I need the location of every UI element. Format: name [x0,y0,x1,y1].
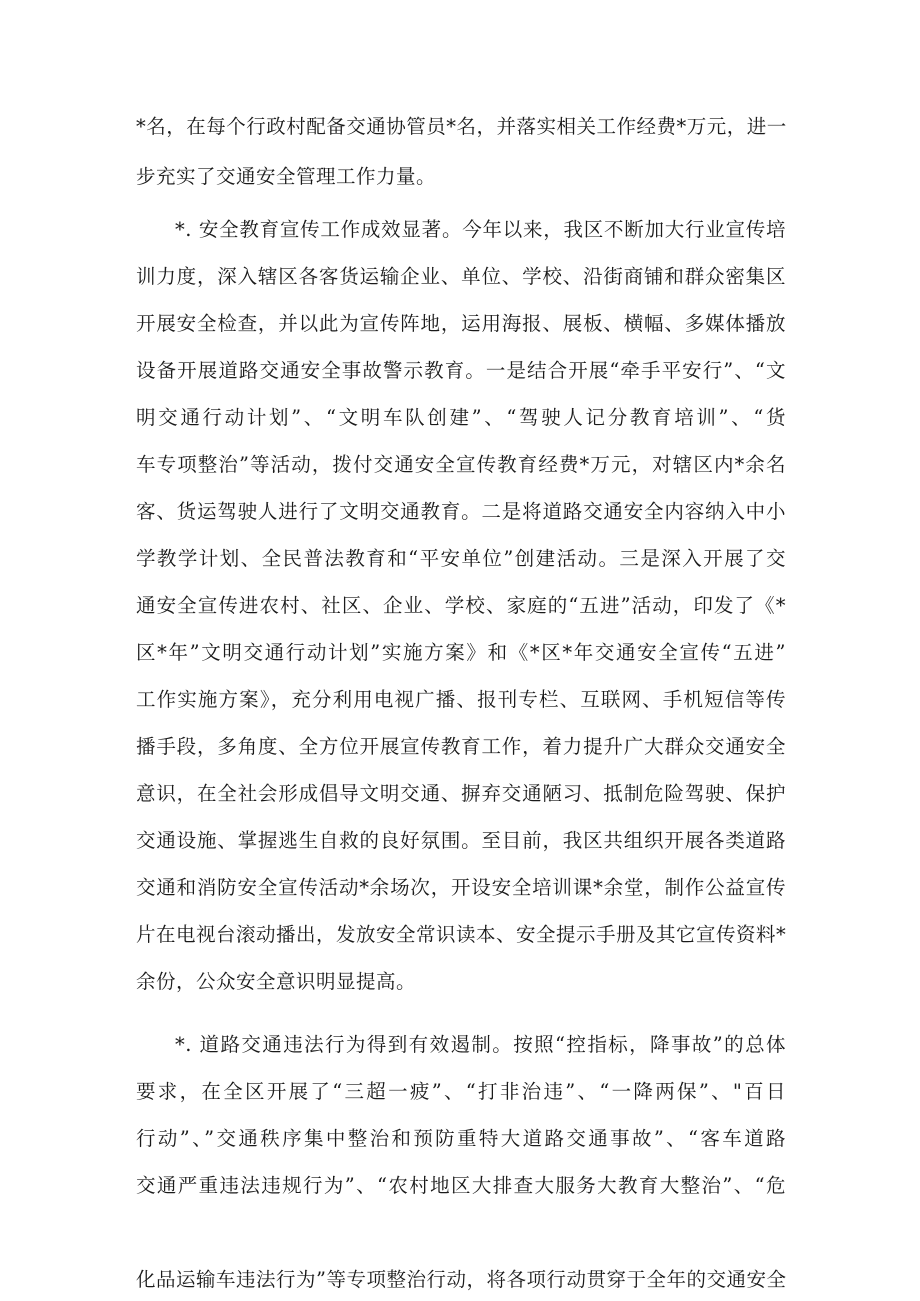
text-line: 行动”、”交通秩序集中整治和预防重特大道路交通事故”、“客车道路 [136,1127,786,1150]
text-line: 客、货运驾驶人进行了文明交通教育。二是将道路交通安全内容纳入中小 [136,500,786,523]
text-line: 余份，公众安全意识明显提高。 [136,970,417,993]
text-line: 化品运输车违法行为”等专项整治行动，将各项行动贯穿于全年的交通安全 [136,1268,787,1291]
text-line: 片在电视台滚动播出，发放安全常识读本、安全提示手册及其它宣传资料* [136,923,787,946]
text-line: 车专项整治”等活动，拨付交通安全宣传教育经费*万元，对辖区内*余名 [136,453,786,476]
text-line: 步充实了交通安全管理工作力量。 [136,165,437,188]
text-line: 要求，在全区开展了“三超一疲”、“打非治违”、“一降两保”、"百日 [136,1080,786,1103]
paragraph-heading-line: *. 安全教育宣传工作成效显著。今年以来，我区不断加大行业宣传培 [175,218,786,241]
text-line: 通安全宣传进农村、社区、企业、学校、家庭的“五进”活动，印发了《* [136,594,786,617]
text-line: 训力度，深入辖区各客货运输企业、单位、学校、沿街商铺和群众密集区 [136,265,786,288]
text-line: 设备开展道路交通安全事故警示教育。一是结合开展“牵手平安行”、“文 [136,359,786,382]
text-line: 明交通行动计划”、“文明车队创建”、“驾驶人记分教育培训”、“货 [136,406,786,429]
text-line: 意识，在全社会形成倡导文明交通、摒弃交通陋习、抵制危险驾驶、保护 [136,782,786,805]
text-line: 学教学计划、全民普法教育和“平安单位”创建活动。三是深入开展了交 [136,547,786,570]
text-line: 交通严重违法违规行为”、“农村地区大排查大服务大教育大整治”、“危 [136,1174,786,1197]
text-line: 工作实施方案》，充分利用电视广播、报刊专栏、互联网、手机短信等传 [136,688,786,711]
paragraph-heading-line: *. 道路交通违法行为得到有效遏制。按照“控指标，降事故”的总体 [175,1033,786,1056]
text-line: 交通设施、掌握逃生自救的良好氛围。至目前，我区共组织开展各类道路 [136,829,786,852]
text-line: 开展安全检查，并以此为宣传阵地，运用海报、展板、横幅、多媒体播放 [136,312,786,335]
text-line: *名，在每个行政村配备交通协管员*名，并落实相关工作经费*万元，进一 [136,115,787,138]
text-line: 区*年”文明交通行动计划”实施方案》和《*区*年交通安全宣传“五进” [136,641,786,664]
text-line: 播手段，多角度、全方位开展宣传教育工作，着力提升广大群众交通安全 [136,735,786,758]
text-line: 交通和消防安全宣传活动*余场次，开设安全培训课*余堂，制作公益宣传 [136,876,786,899]
